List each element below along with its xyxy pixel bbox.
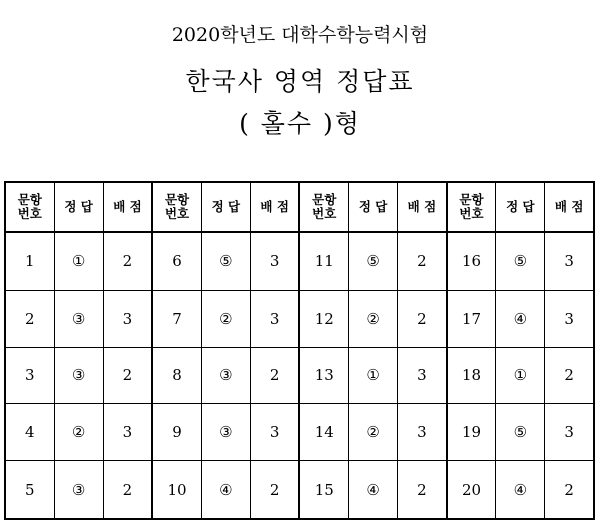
points-cell: 2 bbox=[103, 232, 152, 290]
table-row bbox=[5, 290, 594, 347]
points-cell: 2 bbox=[398, 290, 447, 347]
answer-cell: ④ bbox=[201, 461, 250, 519]
answer-cell: ② bbox=[349, 404, 398, 461]
table-row bbox=[5, 347, 594, 404]
points-cell: 3 bbox=[545, 404, 594, 461]
answer-cell: ③ bbox=[54, 290, 103, 347]
header-question-number bbox=[5, 182, 54, 232]
answer-key-table bbox=[4, 181, 595, 520]
table-row bbox=[5, 404, 594, 461]
header-question-number-line2: 번호 bbox=[17, 206, 42, 221]
answer-cell: ③ bbox=[54, 347, 103, 404]
points-cell: 2 bbox=[545, 461, 594, 519]
header-question-number-line2: 번호 bbox=[459, 206, 484, 221]
question-number: 9 bbox=[152, 404, 201, 461]
question-number: 6 bbox=[152, 232, 201, 290]
answer-cell: ⑤ bbox=[496, 232, 545, 290]
header-points: 배 점 bbox=[250, 182, 299, 232]
header-question-number-line1: 문항 bbox=[459, 192, 484, 207]
answer-cell: ④ bbox=[496, 461, 545, 519]
exam-name: 2020학년도 대학수학능력시험 bbox=[171, 24, 429, 46]
question-number: 2 bbox=[5, 290, 54, 347]
answer-cell: ① bbox=[496, 347, 545, 404]
points-cell: 3 bbox=[398, 404, 447, 461]
points-cell: 2 bbox=[398, 232, 447, 290]
points-cell: 3 bbox=[545, 232, 594, 290]
table-row bbox=[5, 232, 594, 290]
question-number: 18 bbox=[447, 347, 496, 404]
question-number: 11 bbox=[299, 232, 348, 290]
question-number: 5 bbox=[5, 461, 54, 519]
header-points: 배 점 bbox=[398, 182, 447, 232]
question-number: 17 bbox=[447, 290, 496, 347]
table-row bbox=[5, 461, 594, 519]
header-answer: 정 답 bbox=[54, 182, 103, 232]
points-cell: 3 bbox=[250, 232, 299, 290]
answer-cell: ⑤ bbox=[349, 232, 398, 290]
question-number: 7 bbox=[152, 290, 201, 347]
header-question-number bbox=[299, 182, 348, 232]
question-number: 8 bbox=[152, 347, 201, 404]
question-number: 15 bbox=[299, 461, 348, 519]
header-question-number-line1: 문항 bbox=[312, 192, 337, 207]
points-cell: 3 bbox=[250, 290, 299, 347]
header-points: 배 점 bbox=[103, 182, 152, 232]
question-number: 10 bbox=[152, 461, 201, 519]
answer-cell: ② bbox=[201, 290, 250, 347]
header-question-number bbox=[152, 182, 201, 232]
answer-cell: ④ bbox=[349, 461, 398, 519]
answer-cell: ② bbox=[54, 404, 103, 461]
question-number: 16 bbox=[447, 232, 496, 290]
header-question-number-line1: 문항 bbox=[17, 192, 42, 207]
points-cell: 2 bbox=[103, 461, 152, 519]
header-question-number bbox=[447, 182, 496, 232]
answer-key-header bbox=[5, 182, 594, 232]
answer-cell: ⑤ bbox=[496, 404, 545, 461]
exam-type-line: ( 홀수 )형 bbox=[239, 109, 361, 138]
points-cell: 3 bbox=[103, 404, 152, 461]
header-answer: 정 답 bbox=[201, 182, 250, 232]
answer-cell: ② bbox=[349, 290, 398, 347]
answer-cell: ③ bbox=[201, 404, 250, 461]
header-question-number-line2: 번호 bbox=[164, 206, 190, 221]
answer-cell: ① bbox=[349, 347, 398, 404]
answer-cell: ① bbox=[54, 232, 103, 290]
header-question-number-line2: 번호 bbox=[312, 206, 337, 221]
points-cell: 3 bbox=[103, 290, 152, 347]
points-cell: 3 bbox=[250, 404, 299, 461]
header-points: 배 점 bbox=[545, 182, 594, 232]
answer-cell: ④ bbox=[496, 290, 545, 347]
question-number: 3 bbox=[5, 347, 54, 404]
answer-cell: ⑤ bbox=[201, 232, 250, 290]
points-cell: 2 bbox=[250, 347, 299, 404]
answer-cell: ③ bbox=[201, 347, 250, 404]
points-cell: 2 bbox=[398, 461, 447, 519]
subject-title: 한국사 영역 정답표 bbox=[185, 67, 415, 96]
header-question-number-line1: 문항 bbox=[164, 192, 190, 207]
question-number: 1 bbox=[5, 232, 54, 290]
question-number: 4 bbox=[5, 404, 54, 461]
points-cell: 2 bbox=[103, 347, 152, 404]
points-cell: 3 bbox=[398, 347, 447, 404]
question-number: 14 bbox=[299, 404, 348, 461]
question-number: 20 bbox=[447, 461, 496, 519]
answer-key-body bbox=[5, 232, 594, 519]
header-answer: 정 답 bbox=[349, 182, 398, 232]
question-number: 13 bbox=[299, 347, 348, 404]
points-cell: 2 bbox=[250, 461, 299, 519]
question-number: 12 bbox=[299, 290, 348, 347]
header-row bbox=[5, 182, 594, 232]
points-cell: 3 bbox=[545, 290, 594, 347]
points-cell: 2 bbox=[545, 347, 594, 404]
header-answer: 정 답 bbox=[496, 182, 545, 232]
answer-cell: ③ bbox=[54, 461, 103, 519]
question-number: 19 bbox=[447, 404, 496, 461]
